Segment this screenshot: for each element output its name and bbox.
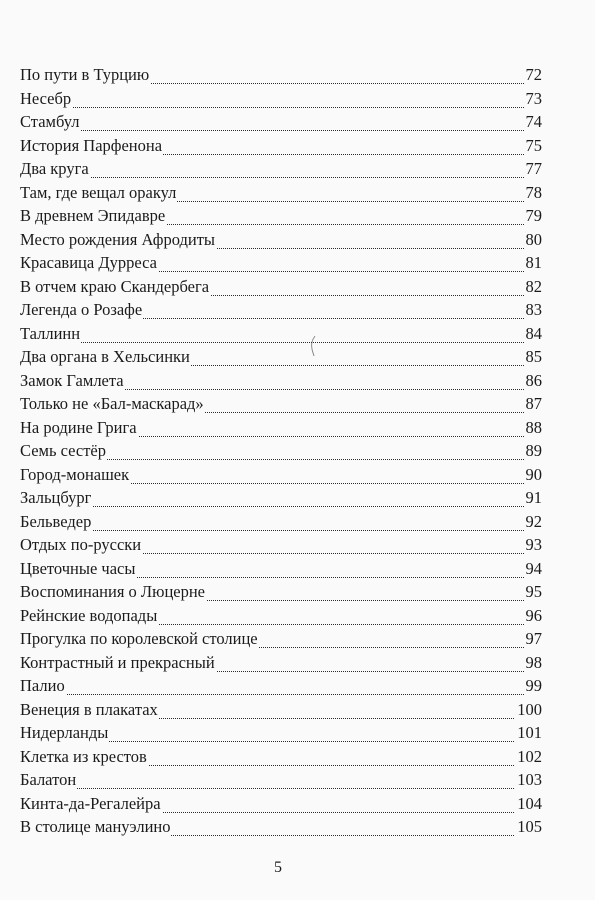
- toc-entry-page: 100: [517, 699, 542, 719]
- toc-entry: [20, 581, 542, 605]
- toc-entry-title: Там, где вещал оракул: [20, 182, 177, 202]
- toc-entry-title: Стамбул: [20, 112, 80, 131]
- toc-entry-page: 77: [525, 159, 542, 178]
- toc-entry-title: Нидерланды: [20, 723, 109, 742]
- toc-entry-page: 85: [525, 347, 542, 366]
- toc-entry-page: 81: [525, 253, 542, 272]
- toc-entry: [20, 675, 542, 699]
- toc-entry: [20, 276, 542, 300]
- toc-entry-title: Бельведер: [20, 511, 92, 531]
- toc-entry: [20, 558, 542, 582]
- toc-entry-title: В столице мануэлино: [20, 817, 171, 836]
- toc-entry-page: 83: [525, 300, 542, 319]
- toc-entry: [20, 346, 542, 370]
- toc-entry-title: Место рождения Афродиты: [20, 229, 215, 249]
- toc-entry: [20, 111, 542, 135]
- toc-entry-title: Замок Гамлета: [20, 370, 124, 390]
- toc-entry: [20, 464, 542, 488]
- page-number: 5: [274, 859, 282, 876]
- toc-entry-page: 101: [517, 723, 542, 742]
- toc-entry-page: 104: [517, 793, 542, 813]
- toc-entry-page: 84: [525, 323, 542, 343]
- toc-entry: [20, 746, 542, 770]
- toc-entry: [20, 699, 542, 723]
- toc-entry: [20, 722, 542, 746]
- toc-entry-title: Зальцбург: [20, 488, 92, 507]
- toc-entry-title: Цветочные часы: [20, 558, 136, 578]
- toc-entry: [20, 88, 542, 112]
- toc-entry: [20, 769, 542, 793]
- toc-entry-page: 87: [525, 394, 542, 413]
- toc-entry-title: Кинта-да-Регалейра: [20, 793, 161, 813]
- toc-entry-title: Несебр: [20, 88, 72, 108]
- toc-entry: [20, 417, 542, 441]
- toc-entry-title: Воспоминания о Люцерне: [20, 582, 206, 601]
- toc-entry-title: Легенда о Розафе: [20, 300, 143, 319]
- toc-entry: [20, 64, 542, 88]
- toc-entry-title: Прогулка по королевской столице: [20, 629, 258, 648]
- toc-entry-page: 82: [525, 276, 542, 296]
- toc-entry: [20, 252, 542, 276]
- toc-entry-title: История Парфенона: [20, 135, 163, 155]
- dot-leader: [20, 118, 542, 131]
- toc-entry-page: 97: [525, 629, 542, 648]
- table-of-contents: [20, 64, 542, 840]
- dot-leader: [20, 682, 542, 695]
- toc-entry: [20, 793, 542, 817]
- toc-entry-title: В отчем краю Скандербега: [20, 276, 210, 296]
- toc-entry: [20, 652, 542, 676]
- toc-entry-title: Балатон: [20, 770, 77, 789]
- toc-entry-title: Рейнские водопады: [20, 605, 158, 625]
- toc-entry-page: 79: [525, 206, 542, 225]
- toc-entry: [20, 229, 542, 253]
- toc-entry: [20, 534, 542, 558]
- toc-entry-title: Палио: [20, 676, 65, 695]
- toc-entry-page: 95: [525, 582, 542, 601]
- toc-entry-title: По пути в Турцию: [20, 65, 150, 84]
- toc-entry: [20, 323, 542, 347]
- toc-entry-page: 88: [525, 417, 542, 437]
- dot-leader: [20, 776, 542, 789]
- toc-entry-page: 89: [525, 441, 542, 460]
- toc-entry: [20, 816, 542, 840]
- dot-leader: [20, 494, 542, 507]
- toc-entry-title: Два круга: [20, 159, 89, 178]
- toc-entry-title: Красавица Дурреса: [20, 253, 157, 272]
- toc-entry: [20, 158, 542, 182]
- toc-entry-title: Контрастный и прекрасный: [20, 652, 215, 672]
- toc-entry-title: Венеция в плакатах: [20, 699, 158, 719]
- dot-leader: [20, 165, 542, 178]
- toc-entry: [20, 205, 542, 229]
- toc-entry: [20, 182, 542, 206]
- toc-entry-page: 72: [525, 65, 542, 84]
- toc-entry-page: 92: [525, 511, 542, 531]
- toc-entry-title: Два органа в Хельсинки: [20, 347, 190, 366]
- toc-entry: [20, 628, 542, 652]
- toc-entry-page: 98: [525, 652, 542, 672]
- toc-entry-page: 90: [525, 464, 542, 484]
- toc-entry-page: 96: [525, 605, 542, 625]
- toc-entry-page: 78: [525, 182, 542, 202]
- toc-entry-title: Семь сестёр: [20, 441, 106, 460]
- toc-entry-page: 86: [525, 370, 542, 390]
- toc-entry: [20, 393, 542, 417]
- toc-entry: [20, 511, 542, 535]
- toc-entry-page: 94: [525, 558, 542, 578]
- toc-entry-title: Город-монашек: [20, 464, 130, 484]
- toc-entry-page: 103: [517, 770, 542, 789]
- toc-entry-title: Только не «Бал-маскарад»: [20, 394, 204, 413]
- toc-entry-title: В древнем Эпидавре: [20, 206, 166, 225]
- toc-entry-page: 91: [525, 488, 542, 507]
- dot-leader: [20, 330, 542, 343]
- toc-entry-page: 75: [525, 135, 542, 155]
- toc-entry-title: Таллинн: [20, 323, 81, 343]
- toc-entry: [20, 299, 542, 323]
- toc-entry: [20, 487, 542, 511]
- toc-entry-page: 74: [525, 112, 542, 131]
- toc-entry-page: 73: [525, 88, 542, 108]
- toc-entry: [20, 440, 542, 464]
- toc-entry-title: Клетка из крестов: [20, 746, 147, 766]
- toc-entry: [20, 605, 542, 629]
- toc-entry-page: 80: [525, 229, 542, 249]
- dot-leader: [20, 95, 542, 108]
- toc-entry: [20, 370, 542, 394]
- toc-entry-page: 93: [525, 535, 542, 554]
- toc-entry-title: На родине Грига: [20, 417, 137, 437]
- toc-entry-title: Отдых по-русски: [20, 535, 142, 554]
- dot-leader: [20, 518, 542, 531]
- toc-entry-page: 99: [525, 676, 542, 695]
- toc-entry: [20, 135, 542, 159]
- toc-entry-page: 102: [517, 746, 542, 766]
- toc-entry-page: 105: [517, 817, 542, 836]
